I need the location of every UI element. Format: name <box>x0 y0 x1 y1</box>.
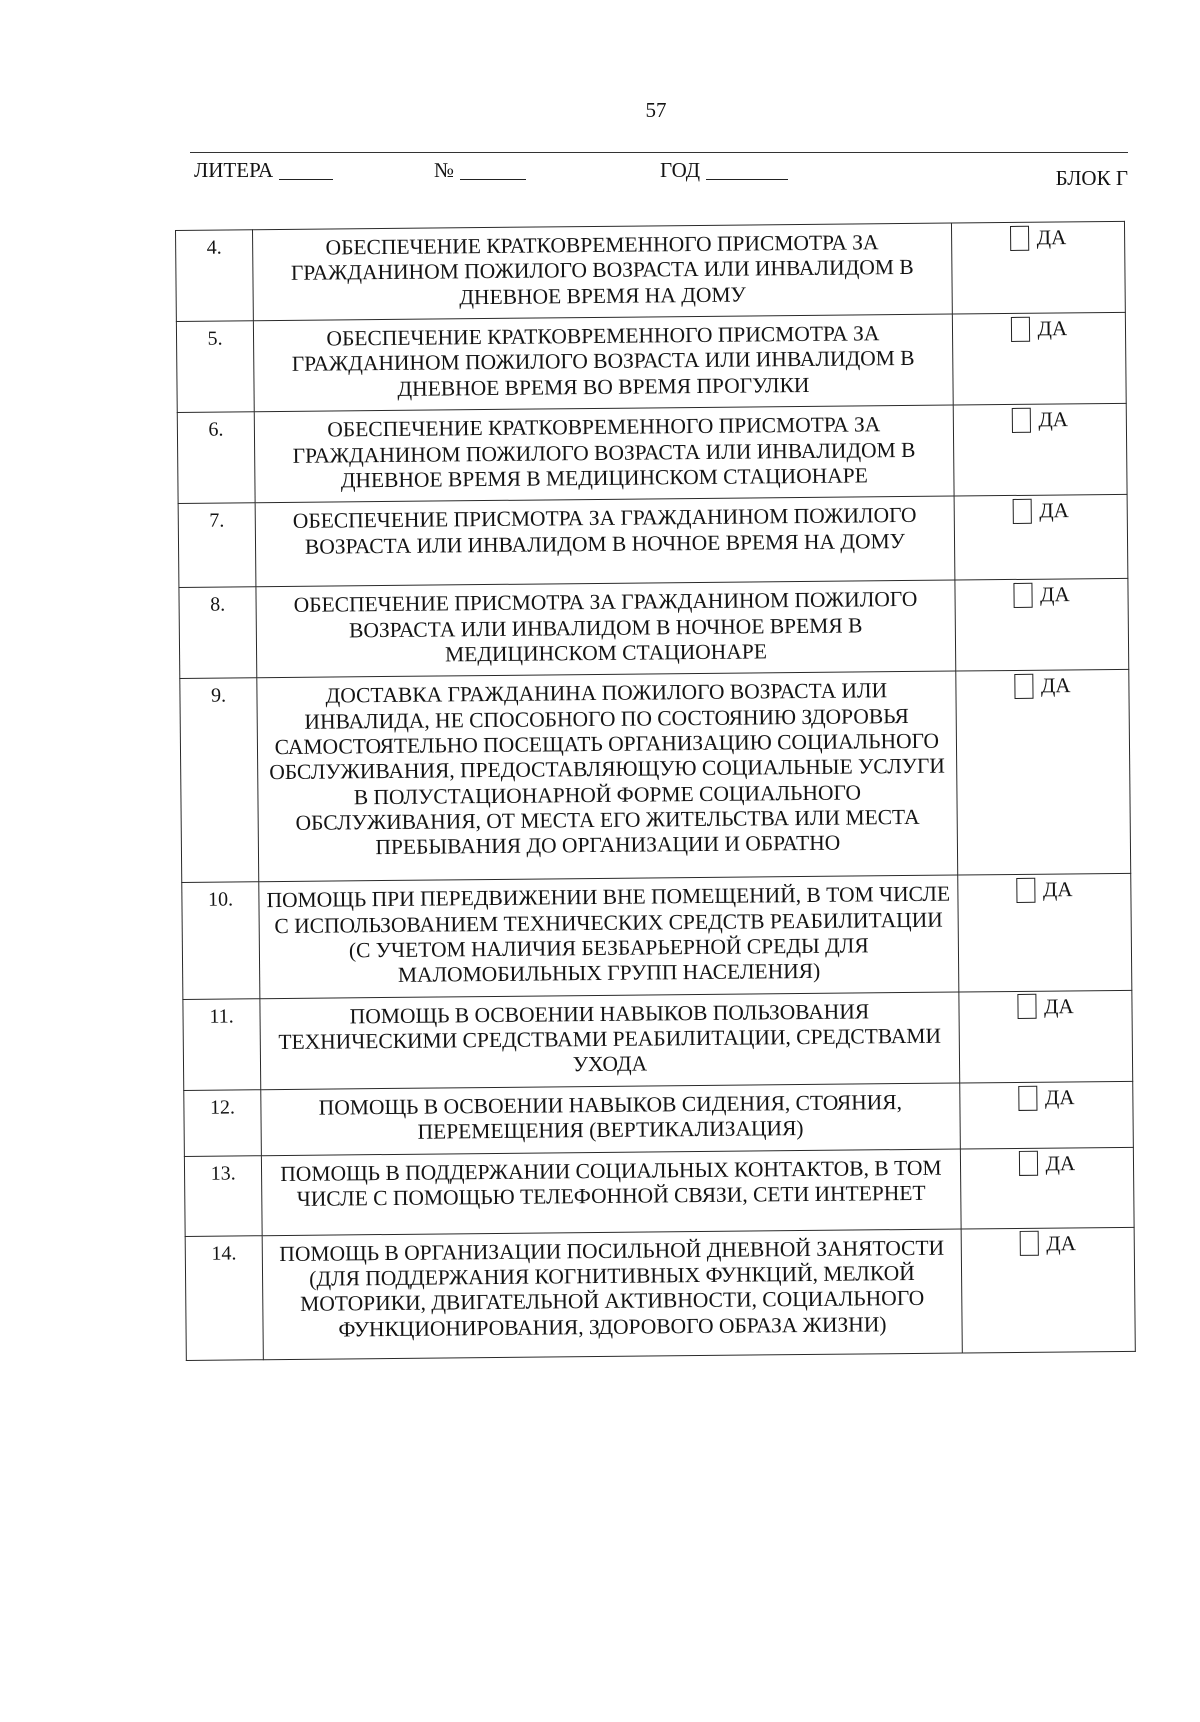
yes-label: ДА <box>1036 225 1067 250</box>
table-row <box>176 221 1126 321</box>
table-row <box>180 670 1131 883</box>
row-number: 4. <box>176 230 254 322</box>
row-number: 9. <box>180 678 259 883</box>
yes-label: ДА <box>1040 673 1071 698</box>
row-number: 6. <box>177 412 255 504</box>
row-number: 14. <box>185 1235 263 1360</box>
answer-cell <box>954 495 1128 581</box>
row-number: 7. <box>178 503 256 588</box>
answer-cell <box>951 221 1125 314</box>
row-number: 5. <box>176 321 254 413</box>
service-description: ОБЕСПЕЧЕНИЕ КРАТКОВРЕМЕННОГО ПРИСМОТРА ЗА ГРАЖДАНИНОМ ПОЖИЛОГО ВОЗРАСТА ИЛИ ИНВАЛИДОМ В ДНЕВНОЕ ВРЕМЯ В МЕДИЦИНСКОМ СТАЦИОНАРЕ <box>254 405 953 503</box>
row-number: 10. <box>182 882 260 999</box>
yes-checkbox[interactable] <box>1012 499 1031 524</box>
table-row <box>184 1147 1134 1236</box>
page-number: 57 <box>645 98 667 122</box>
year-field <box>660 158 788 183</box>
header-rule <box>190 152 1128 153</box>
service-description: ОБЕСПЕЧЕНИЕ КРАТКОВРЕМЕННОГО ПРИСМОТРА ЗА ГРАЖДАНИНОМ ПОЖИЛОГО ВОЗРАСТА ИЛИ ИНВАЛИДОМ В ДНЕВНОЕ ВРЕМЯ ВО ВРЕМЯ ПРОГУЛКИ <box>254 314 953 412</box>
yes-label: ДА <box>1045 1150 1076 1175</box>
answer-cell <box>955 579 1129 672</box>
year-label: ГОД <box>660 158 701 182</box>
litera-field <box>194 158 333 183</box>
answer-cell <box>960 1147 1134 1229</box>
table-row <box>185 1227 1135 1360</box>
answer-cell <box>957 874 1131 992</box>
litera-label: ЛИТЕРА <box>194 158 274 182</box>
litera-blank[interactable] <box>279 179 333 180</box>
yes-label: ДА <box>1046 1230 1076 1255</box>
yes-label: ДА <box>1039 582 1070 607</box>
number-label: № <box>434 158 455 182</box>
row-number: 11. <box>183 998 261 1090</box>
yes-checkbox[interactable] <box>1010 225 1029 250</box>
yes-label: ДА <box>1038 407 1069 432</box>
row-number: 13. <box>184 1155 262 1236</box>
yes-checkbox[interactable] <box>1011 408 1030 433</box>
yes-label: ДА <box>1043 993 1074 1019</box>
yes-checkbox[interactable] <box>1010 317 1029 342</box>
answer-cell <box>955 670 1130 876</box>
table-row <box>178 495 1128 588</box>
yes-label: ДА <box>1039 498 1069 523</box>
yes-checkbox[interactable] <box>1013 583 1032 608</box>
block-label: БЛОК Г <box>1055 166 1128 190</box>
yes-checkbox[interactable] <box>1014 674 1033 699</box>
service-description: ОБЕСПЕЧЕНИЕ КРАТКОВРЕМЕННОГО ПРИСМОТРА ЗА ГРАЖДАНИНОМ ПОЖИЛОГО ВОЗРАСТА ИЛИ ИНВАЛИДОМ В ДНЕВНОЕ ВРЕМЯ НА ДОМУ <box>253 223 952 321</box>
service-description: ОБЕСПЕЧЕНИЕ ПРИСМОТРА ЗА ГРАЖДАНИНОМ ПОЖИЛОГО ВОЗРАСТА ИЛИ ИНВАЛИДОМ В НОЧНОЕ ВРЕМЯ В МЕДИЦИНСКОМ СТАЦИОНАРЕ <box>256 580 955 678</box>
yes-label: ДА <box>1044 1084 1075 1110</box>
row-number: 8. <box>179 587 257 679</box>
table-row <box>182 874 1132 1000</box>
service-description: ПОМОЩЬ В ПОДДЕРЖАНИИ СОЦИАЛЬНЫХ КОНТАКТОВ, В ТОМ ЧИСЛЕ С ПОМОЩЬЮ ТЕЛЕФОННОЙ СВЯЗИ, СЕТИ ИНТЕРНЕТ <box>262 1149 961 1236</box>
table-row <box>184 1081 1134 1156</box>
row-number: 12. <box>184 1090 262 1156</box>
table-row <box>183 990 1133 1090</box>
yes-checkbox[interactable] <box>1019 1231 1038 1256</box>
service-description: ДОСТАВКА ГРАЖДАНИНА ПОЖИЛОГО ВОЗРАСТА ИЛИ ИНВАЛИДА, НЕ СПОСОБНОГО ПО СОСТОЯНИЮ ЗДОРОВЬЯ САМОСТОЯТЕЛЬНО ПОСЕЩАТЬ ОРГАНИЗАЦИЮ СОЦИАЛЬНОГО ОБСЛУЖИВАНИЯ, ПРЕДОСТАВЛЯЮЩУЮ СОЦИАЛЬНЫЕ УСЛУГИ В ПОЛУСТАЦИОНАРНОЙ ФОРМЕ СОЦИАЛЬНОГО ОБСЛУЖИВАНИЯ, ОТ МЕСТА ЕГО ЖИТЕЛЬСТВА ИЛИ МЕСТА ПРЕБЫВАНИЯ ДО ОРГАНИЗАЦИИ И ОБРАТНО <box>257 671 957 882</box>
yes-checkbox[interactable] <box>1016 878 1035 903</box>
answer-cell <box>959 1081 1133 1148</box>
service-description: ПОМОЩЬ В ОРГАНИЗАЦИИ ПОСИЛЬНОЙ ДНЕВНОЙ ЗАНЯТОСТИ (ДЛЯ ПОДДЕРЖАНИЯ КОГНИТИВНЫХ ФУНКЦИЙ, МЕЛКОЙ МОТОРИКИ, ДВИГАТЕЛЬНОЙ АКТИВНОСТИ, СОЦИАЛЬНОГО ФУНКЦИОНИРОВАНИЯ, ЗДОРОВОГО ОБРАЗА ЖИЗНИ) <box>262 1229 962 1360</box>
answer-cell <box>961 1227 1136 1353</box>
yes-checkbox[interactable] <box>1018 1085 1037 1110</box>
table-row <box>179 579 1129 679</box>
answer-cell <box>953 404 1127 497</box>
service-description: ПОМОЩЬ В ОСВОЕНИИ НАВЫКОВ ПОЛЬЗОВАНИЯ ТЕХНИЧЕСКИМИ СРЕДСТВАМИ РЕАБИЛИТАЦИИ, СРЕДСТВАМИ УХОДА <box>260 992 959 1090</box>
service-description: ПОМОЩЬ ПРИ ПЕРЕДВИЖЕНИИ ВНЕ ПОМЕЩЕНИЙ, В ТОМ ЧИСЛЕ С ИСПОЛЬЗОВАНИЕМ ТЕХНИЧЕСКИХ СРЕДСТВ РЕАБИЛИТАЦИИ (С УЧЕТОМ НАЛИЧИЯ БЕЗБАРЬЕРНОЙ СРЕДЫ ДЛЯ МАЛОМОБИЛЬНЫХ ГРУПП НАСЕЛЕНИЯ) <box>259 875 959 998</box>
year-blank[interactable] <box>706 179 788 180</box>
form-header <box>192 158 1128 198</box>
number-field <box>434 158 526 183</box>
yes-label: ДА <box>1042 877 1073 902</box>
yes-label: ДА <box>1037 316 1068 341</box>
services-table <box>175 221 1136 1361</box>
service-description: ПОМОЩЬ В ОСВОЕНИИ НАВЫКОВ СИДЕНИЯ, СТОЯНИЯ, ПЕРЕМЕЩЕНИЯ (ВЕРТИКАЛИЗАЦИЯ) <box>261 1083 960 1155</box>
answer-cell <box>958 990 1132 1083</box>
yes-checkbox[interactable] <box>1017 994 1036 1019</box>
table-row <box>176 312 1126 412</box>
table-row <box>177 404 1127 504</box>
yes-checkbox[interactable] <box>1018 1151 1037 1176</box>
answer-cell <box>952 312 1126 405</box>
number-blank[interactable] <box>460 179 526 180</box>
service-description: ОБЕСПЕЧЕНИЕ ПРИСМОТРА ЗА ГРАЖДАНИНОМ ПОЖИЛОГО ВОЗРАСТА ИЛИ ИНВАЛИДОМ В НОЧНОЕ ВРЕМЯ НА ДОМУ <box>255 496 954 587</box>
